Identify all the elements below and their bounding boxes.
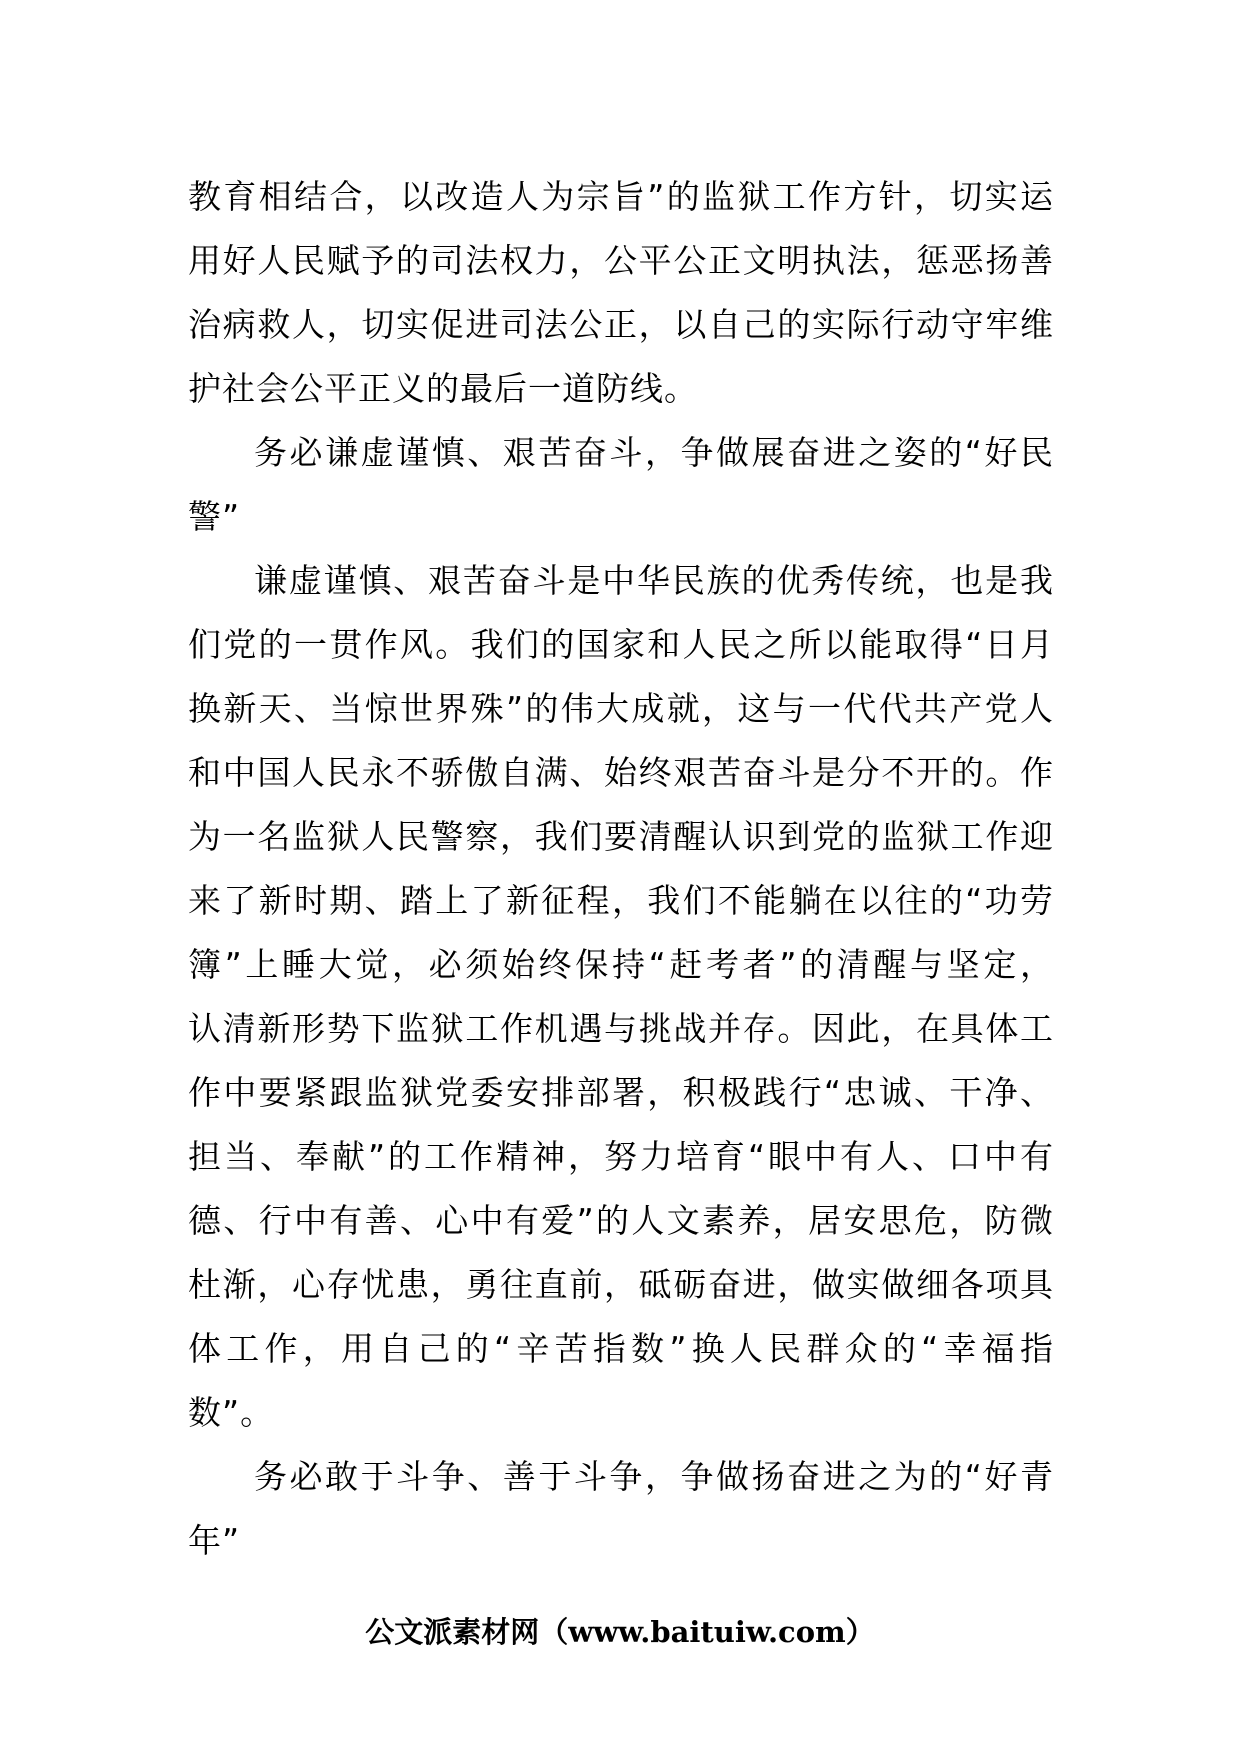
body-text bbox=[188, 165, 1054, 1573]
text-line: 换新天、当惊世界殊”的伟大成就，这与一代代共产党人 bbox=[188, 689, 1054, 728]
text-line: 德、行中有善、心中有爱”的人文素养，居安思危，防微 bbox=[188, 1201, 1054, 1240]
text-line: 用好人民赋予的司法权力，公平公正文明执法，惩恶扬善 bbox=[188, 241, 1054, 280]
section-heading-line: 警” bbox=[188, 497, 241, 536]
text-line: 谦虚谨慎、艰苦奋斗是中华民族的优秀传统，也是我 bbox=[254, 561, 1054, 600]
text-line: 教育相结合，以改造人为宗旨”的监狱工作方针，切实运 bbox=[188, 177, 1054, 216]
section-heading-line: 务必敢于斗争、善于斗争，争做扬奋进之为的“好青 bbox=[254, 1457, 1054, 1496]
text-line: 来了新时期、踏上了新征程，我们不能躺在以往的“功劳 bbox=[188, 881, 1054, 920]
section-heading-line: 年” bbox=[188, 1521, 241, 1560]
text-line: 为一名监狱人民警察，我们要清醒认识到党的监狱工作迎 bbox=[188, 817, 1054, 856]
footer-watermark: 公文派素材网（www.baituiw.com） bbox=[365, 1615, 875, 1649]
text-line: 体工作，用自己的“辛苦指数”换人民群众的“幸福指 bbox=[188, 1329, 1054, 1368]
text-line: 担当、奉献”的工作精神，努力培育“眼中有人、口中有 bbox=[188, 1137, 1054, 1176]
text-line: 认清新形势下监狱工作机遇与挑战并存。因此，在具体工 bbox=[188, 1009, 1054, 1048]
text-line: 数”。 bbox=[188, 1393, 275, 1432]
text-line: 治病救人，切实促进司法公正，以自己的实际行动守牢维 bbox=[188, 305, 1054, 344]
text-line: 护社会公平正义的最后一道防线。 bbox=[188, 369, 698, 408]
section-heading-line: 务必谦虚谨慎、艰苦奋斗，争做展奋进之姿的“好民 bbox=[254, 433, 1054, 472]
text-line: 和中国人民永不骄傲自满、始终艰苦奋斗是分不开的。作 bbox=[188, 753, 1054, 792]
text-line: 们党的一贯作风。我们的国家和人民之所以能取得“日月 bbox=[188, 625, 1054, 664]
text-line: 杜渐，心存忧患，勇往直前，砥砺奋进，做实做细各项具 bbox=[188, 1265, 1054, 1304]
text-line: 簿”上睡大觉，必须始终保持“赶考者”的清醒与坚定， bbox=[188, 945, 1054, 984]
text-line: 作中要紧跟监狱党委安排部署，积极践行“忠诚、干净、 bbox=[188, 1073, 1054, 1112]
